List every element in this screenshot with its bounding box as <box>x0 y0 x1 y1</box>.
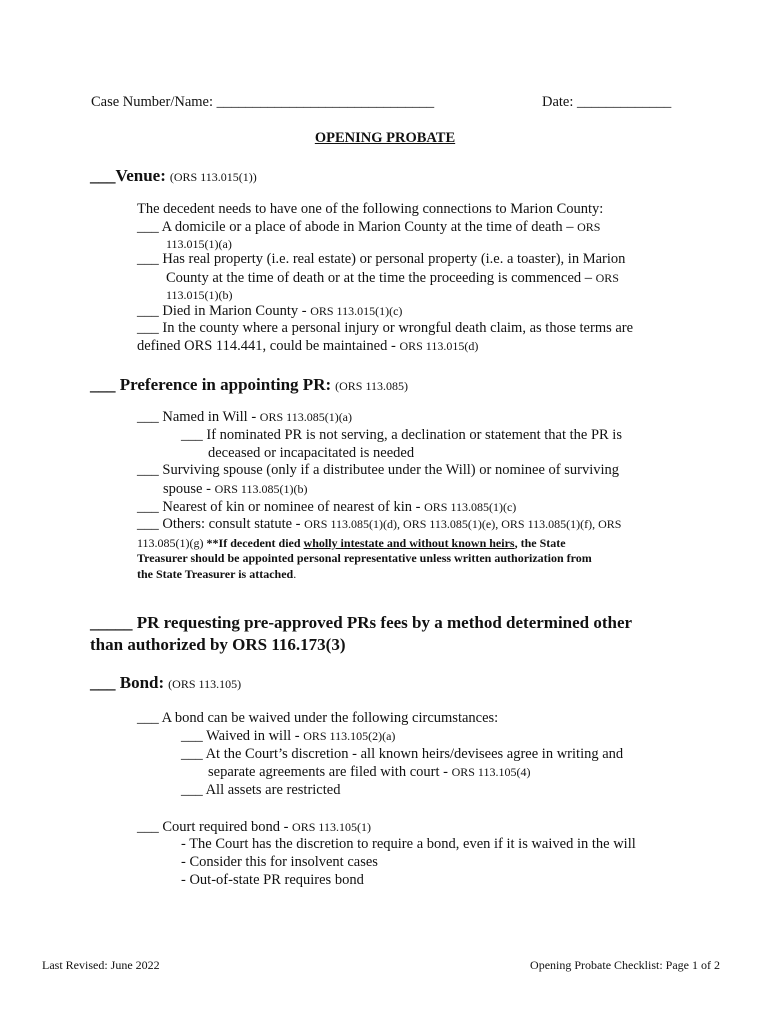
page-title: OPENING PROBATE <box>314 130 456 146</box>
bond-assets-restricted: ___ All assets are restricted <box>181 782 341 798</box>
fees-heading: _____ PR requesting pre-approved PRs fees by a method determined other <box>90 613 633 632</box>
bond-waived-in-will: ___ Waived in will - ORS 113.105(2)(a) <box>181 728 396 744</box>
footer-last-revised: Last Revised: June 2022 <box>42 958 160 972</box>
preference-note-line3: the State Treasurer is attached. <box>137 567 297 581</box>
bond-waiver-intro: ___ A bond can be waived under the following circumstances: <box>137 710 499 726</box>
fees-heading-cont: than authorized by ORS 116.173(3) <box>90 635 346 654</box>
bond-court-discretion: ___ At the Court’s discretion - all known heirs/devisees agree in writing and <box>181 746 624 762</box>
venue-item-injury: ___ In the county where a personal injury or wrongful death claim, as those terms are <box>137 320 634 336</box>
preference-item-spouse: ___ Surviving spouse (only if a distributee under the Will) or nominee of surviving <box>137 462 620 478</box>
case-number-field: Case Number/Name: ______________________________ <box>91 94 435 110</box>
preference-item-spouse-cont: spouse - ORS 113.085(1)(b) <box>163 481 308 497</box>
venue-item-property: ___ Has real property (i.e. real estate) or personal property (i.e. a toaster), in Marion <box>137 251 626 267</box>
venue-item-died: ___ Died in Marion County - ORS 113.015(1)(c) <box>137 303 403 319</box>
bond-heading: ___ Bond: (ORS 113.105) <box>90 673 242 692</box>
preference-subitem-declination: ___ If nominated PR is not serving, a declination or statement that the PR is <box>181 427 622 443</box>
venue-item-domicile: ___ A domicile or a place of abode in Marion County at the time of death – ORS <box>137 219 601 235</box>
venue-item-property-ref: 113.015(1)(b) <box>166 288 233 302</box>
venue-heading: ___Venue: (ORS 113.015(1)) <box>90 166 257 185</box>
bond-court-required: ___ Court required bond - ORS 113.105(1) <box>137 819 371 835</box>
preference-item-kin: ___ Nearest of kin or nominee of nearest of kin - ORS 113.085(1)(c) <box>137 499 517 515</box>
venue-intro: The decedent needs to have one of the following connections to Marion County: <box>137 201 604 217</box>
preference-heading: ___ Preference in appointing PR: (ORS 113.085) <box>90 375 409 394</box>
venue-item-injury-cont: defined ORS 114.441, could be maintained - ORS 113.015(d) <box>137 338 479 354</box>
bond-court-note-discretion: - The Court has the discretion to require a bond, even if it is waived in the will <box>181 836 636 852</box>
bond-court-discretion-cont: separate agreements are filed with court - ORS 113.105(4) <box>208 764 531 780</box>
footer-page-number: Opening Probate Checklist: Page 1 of 2 <box>530 958 720 972</box>
preference-note-line2: Treasurer should be appointed personal representative unless written authorization from <box>137 551 592 565</box>
date-field: Date: _____________ <box>542 94 672 110</box>
bond-court-note-out-of-state: - Out-of-state PR requires bond <box>181 872 364 888</box>
venue-item-property-cont: County at the time of death or at the time the proceeding is commenced – ORS <box>166 270 619 286</box>
preference-item-will: ___ Named in Will - ORS 113.085(1)(a) <box>137 409 353 425</box>
bond-court-note-insolvent: - Consider this for insolvent cases <box>181 854 378 870</box>
preference-item-others: ___ Others: consult statute - ORS 113.085(1)(d), ORS 113.085(1)(e), ORS 113.085(1)(f), ORS <box>137 516 622 532</box>
preference-state-treasurer-note: 113.085(1)(g) **If decedent died wholly intestate and without known heirs, the State <box>137 536 566 550</box>
preference-subitem-declination-cont: deceased or incapacitated is needed <box>208 445 415 461</box>
venue-item-domicile-ref: 113.015(1)(a) <box>166 237 232 251</box>
